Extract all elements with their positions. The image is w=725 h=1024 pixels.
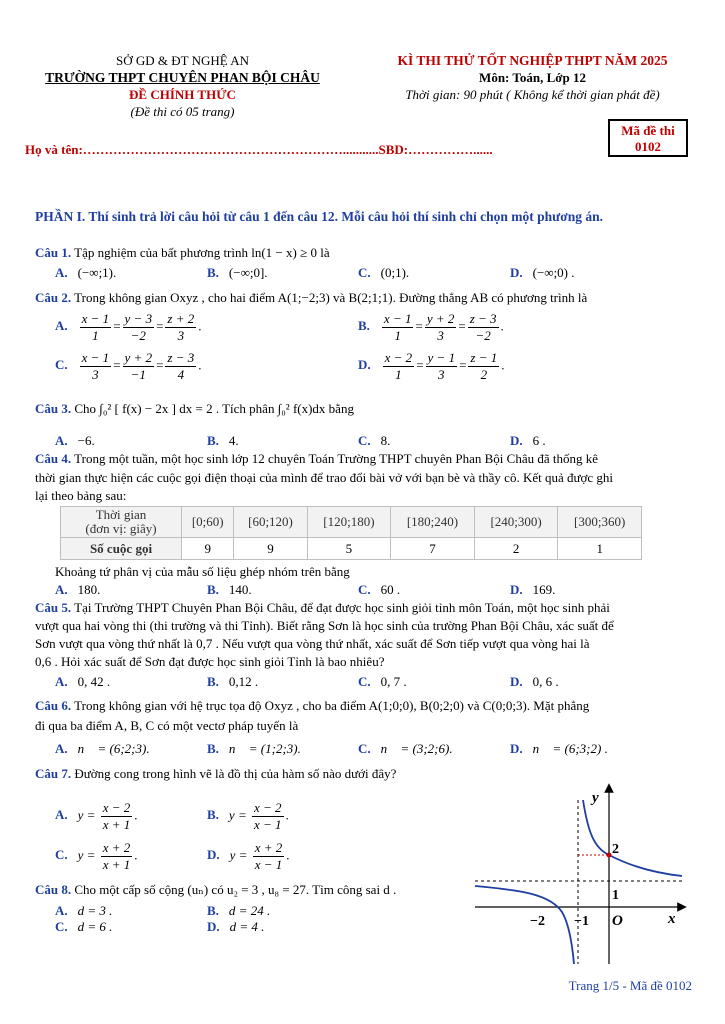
q2-option-a[interactable]: A. $\frac{x - 1}{1}$ = $\frac{y - 3}{-2}$ = $\frac{z + 2}{3}$ .: [55, 311, 202, 343]
q1-option-b[interactable]: B. (−∞;0].: [207, 265, 268, 280]
question-4: Câu 4. Trong một tuần, một học sinh lớp 12 chuyên Toán Trường THPT chuyên Phan Bội Châu đã thống kê: [35, 451, 599, 466]
exam-code-label: Mã đề thi: [621, 123, 675, 138]
official-label: ĐỀ CHÍNH THỨC: [129, 87, 236, 102]
exam-code-box: [608, 119, 688, 157]
subject: Môn: Toán, Lớp 12: [479, 70, 586, 85]
table-col: [180;240): [391, 507, 475, 538]
table-header-count: Số cuộc gọi: [61, 538, 182, 560]
table-cell: 9: [234, 538, 307, 560]
q2-option-b[interactable]: B. $\frac{x - 1}{1}$ = $\frac{y + 2}{3}$ = $\frac{z - 3}{-2}$ .: [358, 311, 504, 343]
table-col: [0;60): [182, 507, 234, 538]
q1-option-d[interactable]: D. (−∞;0) .: [510, 265, 575, 280]
q7-option-d[interactable]: D. y = $\frac{x + 2}{x - 1}$ .: [207, 840, 290, 872]
question-4-line3: lại theo bảng sau:: [35, 488, 127, 503]
q4-option-c[interactable]: C. 60 .: [358, 582, 401, 597]
y-axis-label: y: [592, 790, 599, 806]
question-5-line2: vượt qua hai vòng thi (thi trường và thi Tỉnh). Biết rằng Sơn là học sinh của trường Phan Bội Châu, xác suất để: [35, 618, 614, 633]
q4-option-a[interactable]: A. 180.: [55, 582, 101, 597]
question-5-line3: Sơn vượt qua vòng thứ nhất là 0,7 . Nếu vượt qua vòng thứ nhất, xác suất để Sơn tiếp vượt qua vòng hai là: [35, 636, 590, 651]
table-cell: 7: [391, 538, 475, 560]
name-line: Họ và tên:……………………………………………………...........SBD:……………......: [25, 142, 493, 157]
table-header-time: Thời gian (đơn vị: giây): [61, 507, 182, 538]
pages-note: (Đề thi có 05 trang): [130, 104, 235, 119]
q7-option-a[interactable]: A. y = $\frac{x - 2}{x + 1}$ .: [55, 800, 138, 832]
q5-option-a[interactable]: A. 0, 42 .: [55, 674, 111, 689]
table-col: [120;180): [307, 507, 391, 538]
x-axis-label: x: [668, 911, 676, 927]
question-3: Câu 3. Cho ∫₀² [ f(x) − 2x ] dx = 2 . Tích phân ∫₀² f(x)dx bằng: [35, 401, 354, 416]
q7-option-b[interactable]: B. y = $\frac{x - 2}{x - 1}$ .: [207, 800, 289, 832]
hyperbola-graph: [470, 782, 690, 967]
tick-y-2: 2: [612, 842, 619, 857]
q6-option-d[interactable]: D. n⃗ = (6;3;2) .: [510, 741, 608, 756]
question-4-prompt: Khoảng tứ phân vị của mẫu số liệu ghép nhóm trên bằng: [55, 564, 350, 579]
call-time-table: [60, 506, 642, 560]
question-7: Câu 7. Đường cong trong hình vẽ là đồ thị của hàm số nào dưới đây?: [35, 766, 397, 781]
q8-option-d[interactable]: D. d = 4 .: [207, 919, 265, 934]
question-1: Câu 1. Tập nghiệm của bất phương trình ln(1 − x) ≥ 0 là: [35, 245, 330, 260]
q3-option-d[interactable]: D. 6 .: [510, 433, 546, 448]
q3-option-b[interactable]: B. 4.: [207, 433, 239, 448]
q1-option-c[interactable]: C. (0;1).: [358, 265, 410, 280]
q8-option-b[interactable]: B. d = 24 .: [207, 903, 271, 918]
q6-option-b[interactable]: B. n⃗ = (1;2;3).: [207, 741, 301, 756]
duration: Thời gian: 90 phút ( Không kể thời gian phát đề): [405, 87, 660, 102]
origin-label: O: [612, 913, 623, 929]
question-4-line2: thời gian thực hiện các cuộc gọi điện thoại của mình để trao đổi bài vở với bạn bè và thầy cô. Kết quả được ghi: [35, 470, 614, 485]
question-2: Câu 2. Trong không gian Oxyz , cho hai điểm A(1;−2;3) và B(2;1;1). Đường thẳng AB có phương trình là: [35, 290, 588, 305]
question-5-line4: 0,6 . Hỏi xác suất để Sơn đạt được học sinh giỏi Tỉnh là bao nhiêu?: [35, 654, 385, 669]
dept-name: SỞ GD & ĐT NGHỆ AN: [115, 53, 249, 68]
q4-option-d[interactable]: D. 169.: [510, 582, 556, 597]
tick-y-1: 1: [612, 888, 619, 903]
q4-option-b[interactable]: B. 140.: [207, 582, 252, 597]
exam-title: KÌ THI THỬ TỐT NGHIỆP THPT NĂM 2025: [397, 53, 668, 68]
tick-x-minus-1: −1: [574, 914, 589, 929]
table-col: [300;360): [558, 507, 642, 538]
q5-option-d[interactable]: D. 0, 6 .: [510, 674, 559, 689]
curve-right-branch: [583, 800, 682, 876]
q2-option-d[interactable]: D. $\frac{x - 2}{1}$ = $\frac{y - 1}{3}$ = $\frac{z - 1}{2}$ .: [358, 350, 505, 382]
table-cell: 2: [474, 538, 558, 560]
table-cell: 9: [182, 538, 234, 560]
school-name: TRƯỜNG THPT CHUYÊN PHAN BỘI CHÂU: [45, 70, 320, 85]
q3-option-a[interactable]: A. −6.: [55, 433, 95, 448]
intercept-point: [607, 853, 612, 858]
page-footer: Trang 1/5 - Mã đề 0102: [568, 978, 692, 993]
q2-option-c[interactable]: C. $\frac{x - 1}{3}$ = $\frac{y + 2}{-1}$ = $\frac{z - 3}{4}$ .: [55, 350, 202, 382]
table-col: [60;120): [234, 507, 307, 538]
q5-option-c[interactable]: C. 0, 7 .: [358, 674, 407, 689]
part1-heading: PHẦN I. Thí sinh trả lời câu hỏi từ câu 1 đến câu 12. Mỗi câu hỏi thí sinh chỉ chọn một phương án.: [35, 209, 604, 224]
question-6-line2: đi qua ba điểm A, B, C có một vectơ pháp tuyến là: [35, 718, 299, 733]
q1-option-a[interactable]: A. (−∞;1).: [55, 265, 117, 280]
q8-option-c[interactable]: C. d = 6 .: [55, 919, 113, 934]
table-cell: 5: [307, 538, 391, 560]
q7-option-c[interactable]: C. y = $\frac{x + 2}{x + 1}$ .: [55, 840, 138, 872]
question-8: Câu 8. Cho một cấp số cộng (uₙ) có u₂ = 3 , u₈ = 27. Tìm công sai d .: [35, 882, 397, 897]
q3-option-c[interactable]: C. 8.: [358, 433, 391, 448]
table-col: [240;300): [474, 507, 558, 538]
tick-x-minus-2: −2: [530, 914, 545, 929]
q8-option-a[interactable]: A. d = 3 .: [55, 903, 113, 918]
curve-left-branch: [475, 886, 574, 964]
q6-option-a[interactable]: A. n⃗ = (6;2;3).: [55, 741, 150, 756]
question-6: Câu 6. Trong không gian với hệ trục tọa độ Oxyz , cho ba điểm A(1;0;0), B(0;2;0) và C(0;0;3). Mặt phẳng: [35, 698, 590, 713]
q5-option-b[interactable]: B. 0,12 .: [207, 674, 259, 689]
q6-option-c[interactable]: C. n⃗ = (3;2;6).: [358, 741, 453, 756]
question-5: Câu 5. Tại Trường THPT Chuyên Phan Bội Châu, để đạt được học sinh giỏi tỉnh môn Toán, một học sinh phải: [35, 600, 610, 615]
exam-code: 0102: [635, 139, 661, 154]
table-cell: 1: [558, 538, 642, 560]
